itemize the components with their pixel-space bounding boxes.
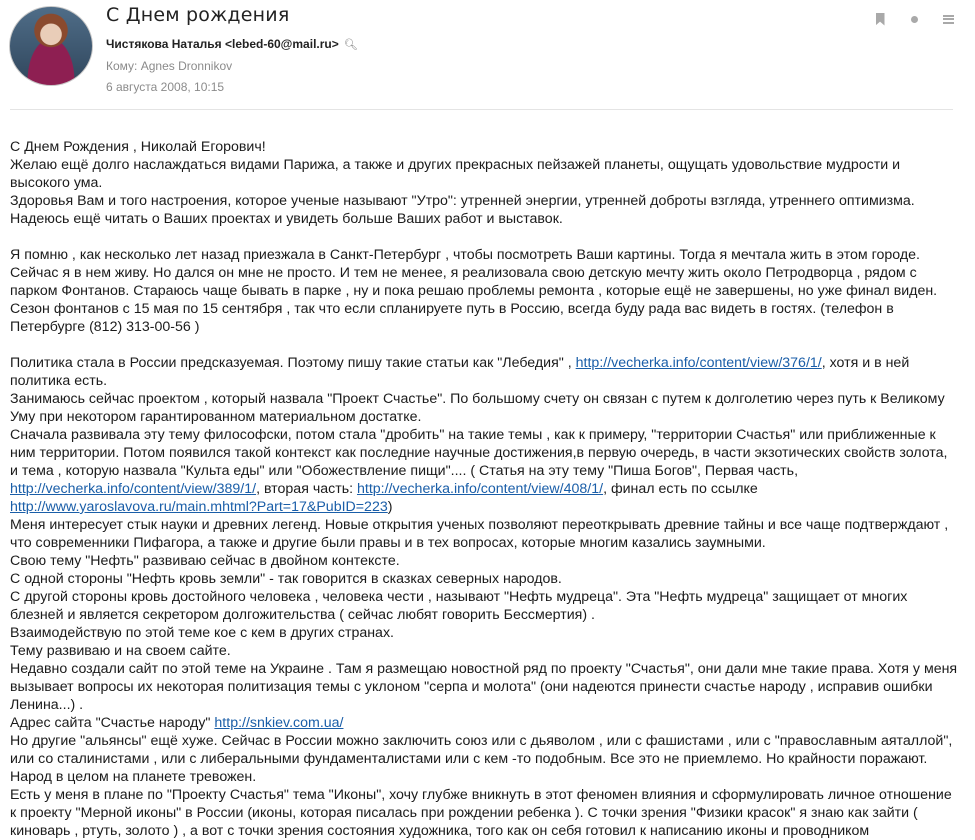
search-icon[interactable]: 🔍︎ bbox=[343, 39, 358, 51]
link[interactable]: http://snkiev.com.ua/ bbox=[214, 715, 344, 731]
body-paragraph: Здоровья Вам и того настроения, которое ученые называют "Утро": утренней энергии, утренней доброты взгляда, утреннего оптимизма. bbox=[10, 193, 915, 209]
menu-button[interactable] bbox=[931, 10, 965, 28]
message-actions bbox=[863, 10, 965, 28]
body-paragraph: Я помню , как несколько лет назад приезжала в Санкт-Петербург , чтобы посмотреть Ваши картины. Тогда я мечтала жить в этом городе. Сейчас я в нем живу. Но дался он мне не просто. И тем не менее, я реализовала свою детскую мечту жить около Петродворца , рядом с парком Фонтанов. Стараюсь чаще бывать в парке , ну и пока решаю проблемы ремонта , которые ещё не завершены, но уже финал виден. Сезон фонтанов с 15 мая по 15 сентября , так что если спланируете путь в Россию, всегда буду рада вас видеть в гостях. (телефон в Петербурге (812) 313-00-56 ) bbox=[10, 247, 938, 335]
message-date: 6 августа 2008, 10:15 bbox=[106, 80, 225, 94]
body-paragraph: С одной стороны "Нефть кровь земли" - так говорится в сказках северных народов. bbox=[10, 571, 562, 587]
bookmark-icon bbox=[876, 13, 885, 26]
menu-icon bbox=[943, 15, 954, 24]
mark-read-button[interactable] bbox=[897, 10, 931, 28]
body-paragraph: Свою тему "Нефть" развиваю сейчас в двойном контексте. bbox=[10, 553, 400, 569]
recipient-label: Кому: bbox=[106, 59, 138, 73]
body-paragraph: Сначала развивала эту тему философски, потом стала "дробить" на такие темы , как к примеру, "территории Счастья" или приближенные к ним территории. Потом появился такой контекст как последние научные достижения,в первую очередь, в части экзотических свойств золота, и тема , которую назвала "Культа еды" или "Обожествление пищи".... ( Статья на эту тему "Пиша Богов", Первая часть, http://vecherka.info/content/view/389/1/, вторая часть: http://vecherka.info/content/view/408/1/, финал есть по ссылке http://www.yaroslavova.ru/main.mhtml?Part=17&PubID=223) bbox=[10, 427, 948, 515]
body-paragraph: С Днем Рождения , Николай Егорович! bbox=[10, 139, 266, 155]
divider bbox=[10, 109, 953, 110]
body-paragraph: Меня интересует стык науки и древних легенд. Новые открытия ученых позволяют переоткрывать древние тайны и все чаще подтверждают , что современники Пифагора, а также и другие были правы и в тех вопросах, которые многим казались заумными. bbox=[10, 517, 949, 551]
body-paragraph: Но другие "альянсы" ещё хуже. Сейчас в России можно заключить союз или с дьяволом , или с фашистами , или с "православным аяталлой", или со сталинистами , или с либеральными фундаменталистами или с кем -то подобным. Все это не приемлемо. Но крайности поражают. Народ в целом на планете тревожен. bbox=[10, 733, 953, 785]
body-paragraph: Недавно создали сайт по этой теме на Украине . Там я размещаю новостной ряд по проекту "Счастья", они дали мне такие права. Хотя у меня вызывает вопросы их некоторая политизация темы с уклоном "серпа и молота" (они надеются принести счастье народу , исправив ошибки Ленина...) . bbox=[10, 661, 958, 713]
body-paragraph: Есть у меня в плане по "Проекту Счастья" тема "Иконы", хочу глубже вникнуть в этот феномен влияния и сформулировать личное отношение к проекту "Мерной иконы" в России (иконы, которая писалась при рождении ребенка ). С точки зрения "Физики красок" я знаю как зайти ( киноварь , ртуть, золото ) , а вот с точки зрения состояния художника, того как он себя готовил к написанию иконы и проводником bbox=[10, 787, 952, 839]
recipient bbox=[106, 59, 232, 73]
body-paragraph: Желаю ещё долго наслаждаться видами Парижа, а также и других прекрасных пейзажей планеты, ощущать удовольствие мудрости и высокого ума. bbox=[10, 157, 900, 191]
dot-icon bbox=[911, 16, 918, 23]
link[interactable]: http://vecherka.info/content/view/389/1/ bbox=[10, 481, 257, 497]
link[interactable]: http://vecherka.info/content/view/408/1/ bbox=[356, 481, 604, 497]
link[interactable]: http://www.yaroslavova.ru/main.mhtml?Part=17&PubID=223 bbox=[10, 499, 388, 515]
body-paragraph: Надеюсь ещё читать о Ваших проектах и увидеть больше Ваших работ и выставок. bbox=[10, 211, 563, 227]
body-paragraph: Политика стала в России предсказуемая. Поэтому пишу такие статьи как "Лебедия" , http://vecherka.info/content/view/376/1/, хотя и в ней политика есть. bbox=[10, 355, 910, 389]
body-paragraph: Тему развиваю и на своем сайте. bbox=[10, 643, 231, 659]
link[interactable]: http://vecherka.info/content/view/376/1/ bbox=[575, 355, 822, 371]
sender[interactable] bbox=[106, 37, 358, 51]
body-paragraph: С другой стороны кровь достойного человека , человека чести , называют "Нефть мудреца". Эта "Нефть мудреца" защищает от многих блезней и является секретором долгожительства ( сейчас любят говорить Бессмертия) . bbox=[10, 589, 908, 623]
body-paragraph: Взаимодействую по этой теме кое с кем в других странах. bbox=[10, 625, 394, 641]
avatar bbox=[9, 6, 93, 86]
bookmark-button[interactable] bbox=[863, 10, 897, 28]
page-title: С Днем рождения bbox=[106, 4, 290, 26]
body-paragraph: Адрес сайта "Счастье народу" http://snkiev.com.ua/ bbox=[10, 715, 344, 731]
body-paragraph: Занимаюсь сейчас проектом , который назвала "Проект Счастье". По большому счету он связан с путем к долголетию через путь к Великому Уму при некотором гарантированном материальном достатке. bbox=[10, 391, 945, 425]
recipient-name[interactable]: Agnes Dronnikov bbox=[140, 59, 233, 73]
sender-name[interactable]: Чистякова Наталья <lebed-60@mail.ru> bbox=[106, 37, 339, 51]
message-body bbox=[10, 138, 958, 840]
